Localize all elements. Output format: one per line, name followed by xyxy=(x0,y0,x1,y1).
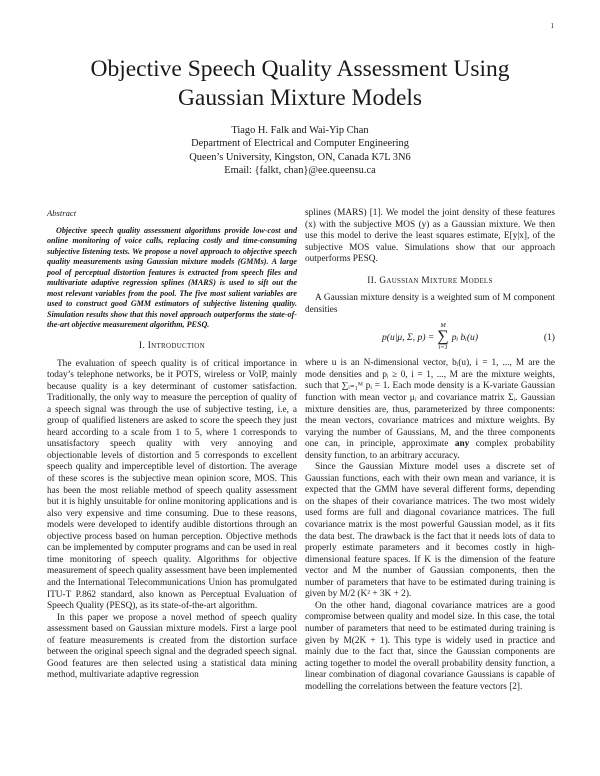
equation-rhs: pᵢ bᵢ(u) xyxy=(451,331,479,343)
title-line-1: Objective Speech Quality Assessment Using xyxy=(90,56,510,82)
equation-1 xyxy=(305,322,555,352)
section-heading-introduction: I. Introduction xyxy=(139,341,205,352)
left-column xyxy=(47,208,297,682)
author-names: Tiago H. Falk and Wai-Yip Chan xyxy=(231,125,369,136)
intro-paragraph-2-continued: splines (MARS) [1]. We model the joint density of these features (x) with the subjective MOS (y) as a Gaussian mixture. We then use this model to derive the least squares estimate, E[y|x], of the subjective MOS value. Simulations show that our approach outperforms PESQ. xyxy=(305,208,555,265)
abstract-text: Objective speech quality assessment algorithms provide low-cost and online monitoring of voice calls, replacing costly and time-consuming subjective listening tests. We propose a novel approach to objective speech quality measurements using Gaussian mixture models (GMMs). A large pool of perceptual distortion features is extracted from speech files and multivariate adaptive regression splines (MARS) is used to sift out the most relevant variables from the pool. The five most salient variables are used to construct good GMM estimators of subjective listening quality. Simulation results show that this novel approach outperforms the state-of-the-art objective measurement algorithm, PESQ. xyxy=(47,225,297,330)
sum-upper-limit: M xyxy=(440,322,446,330)
gmm-paragraph-3: On the other hand, diagonal covariance matrices are a good compromise between quality and model size. In this case, the total number of parameters that need to be estimated during training is given by M(2K + 1). This type is widely used in practice and mainly due to the fact that, since the Gaussian components are acting together to model the overall probability density function, a linear combination of diagonal covariance Gaussians is capable of modelling the correlations between the feature vectors [2]. xyxy=(305,600,555,692)
intro-paragraph-2: In this paper we propose a novel method of speech quality assessment based on Gaussian mixture models. First a large pool of feature measurements is created from the distortion surface between the original speech signal and the degraded speech signal. Good features are then selected using a statistical data mining method, multivariate adaptive regression xyxy=(47,612,297,681)
section-heading-gmm: II. Gaussian Mixture Models xyxy=(367,275,493,286)
emphasis-any: any xyxy=(454,439,470,450)
gmm-paragraph-1: where u is an N-dimensional vector, bᵢ(u), i = 1, ..., M are the mode densities and pᵢ ≥ 0, i = 1, ..., M are the mixture weights, such that ∑ᵢ₌₁ᴹ pᵢ = 1. Each mode density is a K-variate Gaussian function with mean vector μᵢ and covariance matrix Σᵢ. Gaussian mixture densities are, thus, parameterized by three components: the mean vectors, covariance matrices and mixture weights. By varying the number of Gaussians, M, and the three components one can, in principle, approximate any complex probability density function, to an arbitrary accuracy. xyxy=(305,358,556,461)
gmm-intro-paragraph: A Gaussian mixture density is a weighted sum of M component densities xyxy=(305,293,555,315)
summation-symbol: M ∑ i=1 xyxy=(437,322,449,352)
right-column xyxy=(305,208,555,693)
equation-number: (1) xyxy=(543,331,555,343)
abstract-heading: Abstract xyxy=(47,208,77,218)
title-line-2: Gaussian Mixture Models xyxy=(177,85,423,111)
equation-lhs: p(u|μ, Σ, p) = xyxy=(381,331,435,343)
author-block xyxy=(40,124,560,178)
author-email: Email: {falkt, chan}@ee.queensu.ca xyxy=(224,165,376,177)
page-number: 1 xyxy=(550,22,554,30)
affiliation-line-1: Department of Electrical and Computer Engineering xyxy=(191,138,409,150)
sum-lower-limit: i=1 xyxy=(438,344,448,352)
gmm-paragraph-2: Since the Gaussian Mixture model uses a discrete set of Gaussian functions, each with their own mean and variance, it is expected that the GMM have several different forms, depending on the shapes of their covariance matrices. The two most widely used forms are full and diagonal covariance matrices. The full covariance matrix is the most powerful Gaussian model, as it fits the data best. The drawback is the fact that it needs lots of data to properly estimate parameters and it becomes costly in high-dimensional feature spaces. If K is the dimension of the feature vector and M the number of Gaussian components, then the number of parameters that have to be estimated during training is given by M/2 (K² + 3K + 2). xyxy=(305,462,555,600)
paper-title xyxy=(40,55,560,113)
intro-paragraph-1: The evaluation of speech quality is of critical importance in today’s telephone networks, be it POTS, wireless or VoIP, mainly because quality is a key determinant of customer satisfaction. Traditionally, the only way to measure the perception of quality of a speech signal was through the use of subjective testing, i.e, a group of qualified listeners are asked to score the speech they just heard according to a scale from 1 to 5, where 1 corresponds to unsatisfactory speech quality with very annoying and objectionable levels of distortion and 5 corresponds to excellent speech quality and imperceptible level of distortion. The average of these scores is the subjective mean opinion score, MOS. This has been the most reliable method of speech quality assessment but it is highly unsuitable for online monitoring applications and is also very expensive and time consuming. Due to these reasons, models were developed to identify audible distortions through an objective process based on human perception. Objective methods can be implemented by computer programs and can be used in real time monitoring of speech quality. Algorithms for objective measurement of speech quality assessment have been implemented and the International Telecommunications Union has promulgated ITU-T P.862 standard, also known as Perceptual Evaluation of Speech Quality (PESQ), as its state-of-the-art algorithm. xyxy=(47,358,297,612)
affiliation-line-2: Queen’s University, Kingston, ON, Canada K7L 3N6 xyxy=(189,151,411,163)
